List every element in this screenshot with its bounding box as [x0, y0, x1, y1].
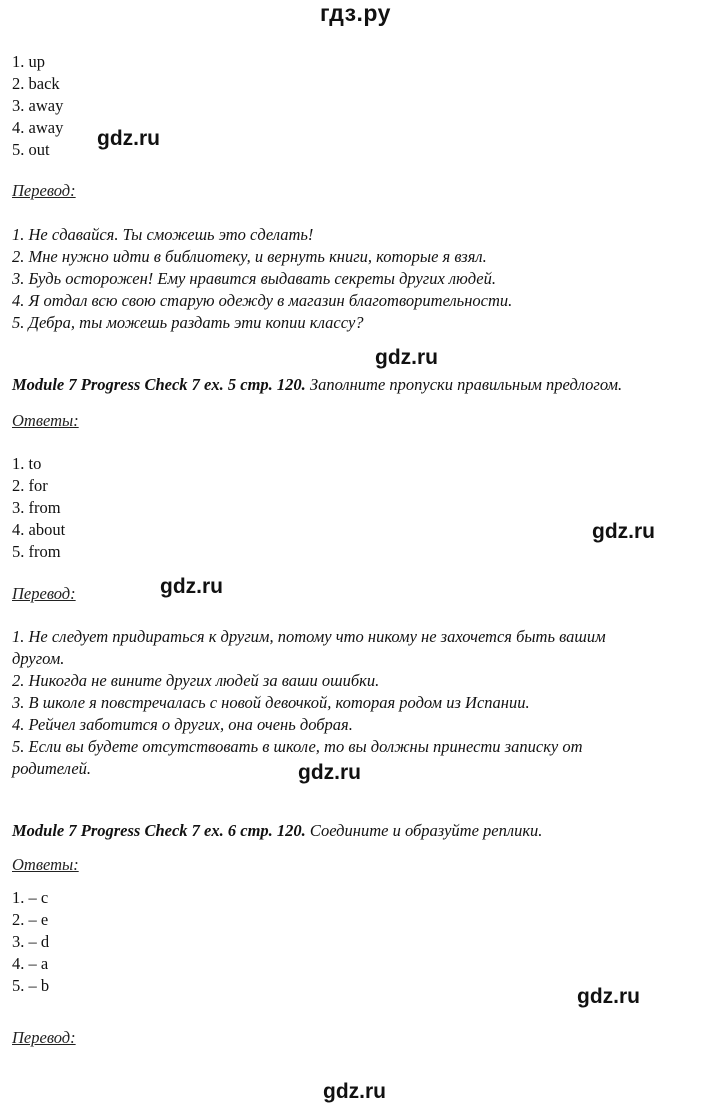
list-item: 5. – b: [12, 976, 50, 995]
list-item: 4. Я отдал всю свою старую одежду в магазин благотворительности.: [12, 291, 513, 310]
list-item: 1. Не сдавайся. Ты сможешь это сделать!: [12, 225, 314, 244]
watermark: gdz.ru: [577, 985, 640, 1008]
list-item: 2. Никогда не вините других людей за ваши ошибки.: [12, 671, 380, 690]
translation-label-1: Перевод:: [12, 181, 76, 200]
list-item: 1. to: [12, 454, 42, 473]
translation-label-2: Перевод:: [12, 584, 76, 603]
list-item: 1. – c: [12, 888, 49, 907]
list-item: 3. В школе я повстречалась с новой девочкой, которая родом из Испании.: [12, 693, 530, 712]
list-item: 3. – d: [12, 932, 50, 951]
exercise-title-bold: Module 7 Progress Check 7 ex. 5 стр. 120.: [12, 375, 306, 394]
watermark: gdz.ru: [375, 346, 438, 369]
answers-list-3: [12, 887, 49, 997]
translation-label-3: Перевод:: [12, 1028, 76, 1047]
exercise-title-5: [12, 374, 622, 396]
list-item: 4. away: [12, 118, 64, 137]
list-item: 5. out: [12, 140, 50, 159]
watermark: gdz.ru: [97, 127, 160, 150]
list-item: 1. up: [12, 52, 45, 71]
watermark: gdz.ru: [592, 520, 655, 543]
translation-list-2: [12, 626, 606, 780]
exercise-title-6: [12, 820, 542, 842]
list-item: 5. from: [12, 542, 61, 561]
answers-label-2: Ответы:: [12, 411, 79, 430]
answers-label-3: Ответы:: [12, 855, 79, 874]
site-header: гдз.ру: [320, 0, 391, 26]
list-item: 2. – e: [12, 910, 49, 929]
watermark: gdz.ru: [323, 1080, 386, 1103]
list-item: 3. from: [12, 498, 61, 517]
list-item: 2. for: [12, 476, 48, 495]
watermark: gdz.ru: [298, 761, 361, 784]
answers-list-2: [12, 453, 65, 563]
exercise-title-text: Соедините и образуйте реплики.: [305, 821, 543, 840]
list-item: 5. Если вы будете отсутствовать в школе, то вы должны принести записку от: [12, 737, 583, 756]
translation-list-1: [12, 224, 512, 334]
list-item: 3. Будь осторожен! Ему нравится выдавать секреты других людей.: [12, 269, 496, 288]
list-item: 3. away: [12, 96, 64, 115]
list-item: 1. Не следует придираться к другим, потому что никому не захочется быть вашим: [12, 627, 606, 646]
list-item: родителей.: [12, 759, 92, 778]
exercise-title-bold: Module 7 Progress Check 7 ex. 6 стр. 120.: [12, 821, 306, 840]
list-item: 5. Дебра, ты можешь раздать эти копии классу?: [12, 313, 364, 332]
list-item: 4. – a: [12, 954, 49, 973]
watermark: gdz.ru: [160, 575, 223, 598]
list-item: другом.: [12, 649, 65, 668]
list-item: 2. Мне нужно идти в библиотеку, и вернуть книги, которые я взял.: [12, 247, 487, 266]
list-item: 4. Рейчел заботится о других, она очень добрая.: [12, 715, 353, 734]
list-item: 2. back: [12, 74, 60, 93]
answers-list-1: [12, 51, 63, 161]
exercise-title-text: Заполните пропуски правильным предлогом.: [305, 375, 623, 394]
list-item: 4. about: [12, 520, 66, 539]
